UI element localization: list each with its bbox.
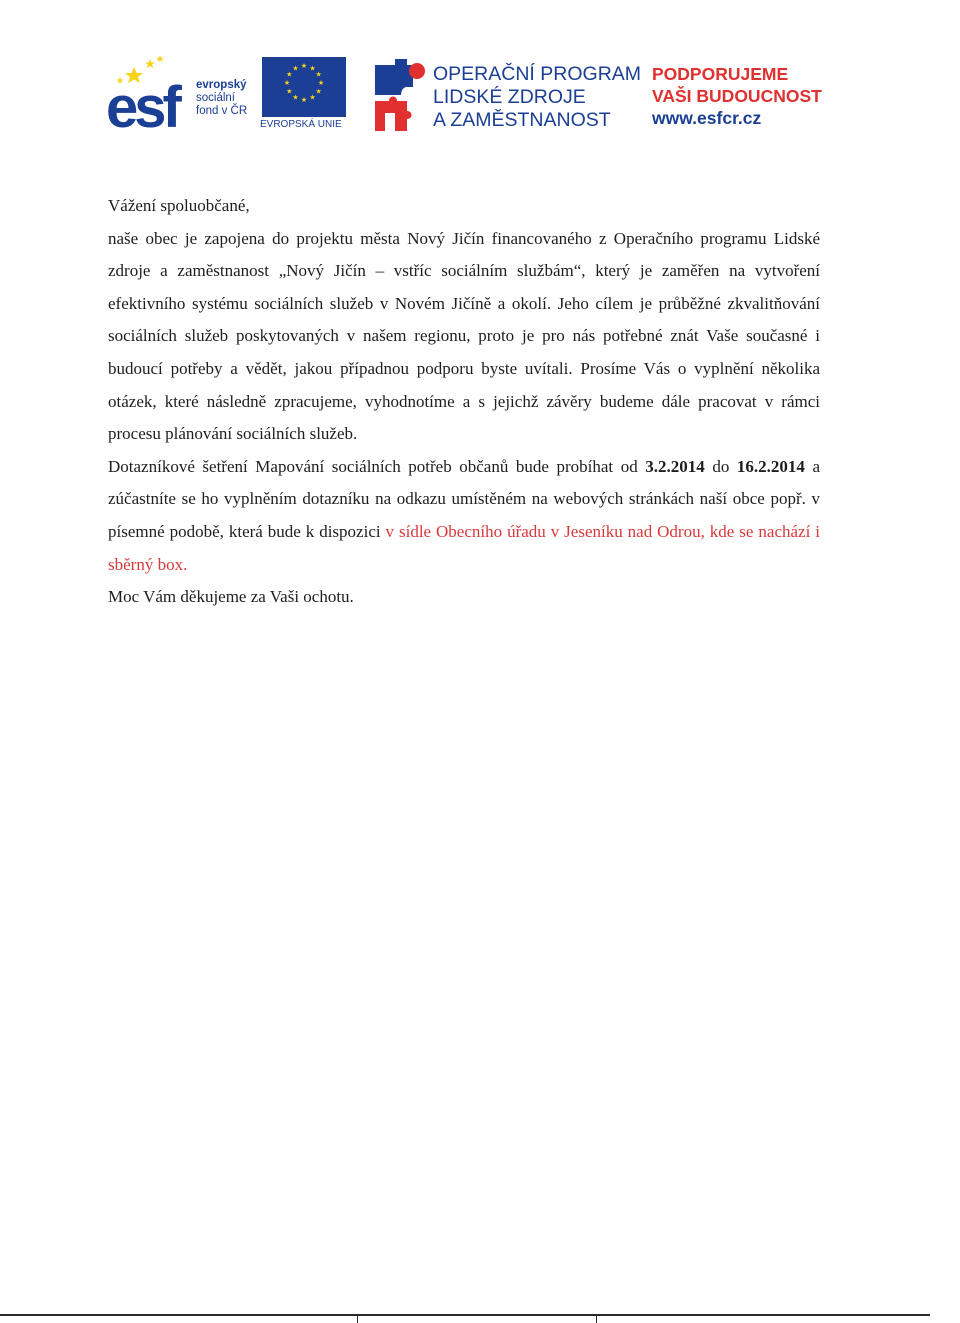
- letter-paragraph-1: naše obec je zapojena do projektu města Nový Jičín financovaného z Operačního programu Lidské zdroje a zaměstnanost „Nový Jičín – vstříc sociálním službám“, který je zaměřen na vytvoření efektivního systému sociálních služeb v Novém Jičíně a okolí. Jeho cílem je průběžné zkvalitňování sociálních služeb poskytovaných v našem regionu, proto je pro nás potřebné znát Vaše současné i budoucí potřeby a vědět, jakou případnou podporu byste uvítali. Prosíme Vás o vyplnění několika otázek, které následně zpracujeme, vyhodnotíme a s jejichž závěry budeme dále pracovat v rámci procesu plánování sociálních služeb.: [108, 228, 820, 444]
- letter-paragraph-2: [108, 451, 820, 581]
- letter-closing: Moc Vám děkujeme za Vaši ochotu.: [108, 587, 354, 607]
- scan-edge-line: [0, 1314, 930, 1316]
- letter-body: [108, 190, 820, 614]
- slogan-line1: PODPORUJEME: [652, 64, 789, 84]
- eu-caption: EVROPSKÁ UNIE: [260, 119, 342, 130]
- slogan-line2: VAŠI BUDOUCNOST: [652, 86, 822, 106]
- operational-program-logo: [373, 57, 642, 135]
- scan-edge-tick: [596, 1314, 597, 1323]
- svg-text:★: ★: [286, 87, 293, 96]
- eu-flag-icon: [262, 57, 346, 117]
- eu-logo: [260, 57, 348, 131]
- slogan-url: www.esfcr.cz: [652, 108, 762, 128]
- esf-caption: [196, 79, 247, 118]
- svg-text:★: ★: [283, 79, 291, 87]
- esf-line3: fond v ČR: [196, 105, 248, 117]
- date-from: 3.2.2014: [645, 456, 705, 476]
- svg-text:★: ★: [317, 79, 325, 87]
- esf-line1: evropský: [196, 79, 247, 91]
- esf-logo: [106, 55, 256, 130]
- program-name: [433, 63, 641, 132]
- date-to: 16.2.2014: [736, 456, 805, 476]
- letter-greeting: Vážení spoluobčané,: [108, 196, 250, 215]
- svg-text:★: ★: [309, 64, 316, 73]
- program-line2: LIDSKÉ ZDROJE: [433, 86, 586, 108]
- program-line1: OPERAČNÍ PROGRAM: [433, 63, 642, 85]
- para2-mid2: a zúčastníte se ho vyplněním dotazníku na odkazu umístěném na webových stránkách naší obce popř. v písemné podobě, která bude k dispozici: [108, 456, 821, 541]
- svg-text:★: ★: [309, 93, 316, 102]
- svg-text:★: ★: [315, 70, 322, 79]
- svg-text:★: ★: [292, 93, 299, 102]
- esf-line2: sociální: [196, 92, 235, 104]
- svg-text:★: ★: [300, 96, 308, 104]
- para2-mid1: do: [704, 456, 737, 476]
- scan-edge-tick: [357, 1314, 358, 1323]
- slogan-block: [652, 63, 822, 129]
- svg-text:★: ★: [315, 87, 322, 96]
- svg-text:★: ★: [286, 70, 293, 79]
- header-logos: [0, 55, 960, 135]
- svg-text:★: ★: [300, 62, 308, 70]
- puzzle-person-icon: [373, 57, 425, 133]
- para2-start: Dotazníkové šetření Mapování sociálních potřeb občanů bude probíhat od: [108, 456, 646, 476]
- esf-mark-icon: [106, 55, 198, 130]
- svg-text:★: ★: [292, 64, 299, 73]
- svg-text:esf: esf: [106, 75, 178, 130]
- program-line3: A ZAMĚSTNANOST: [433, 109, 611, 131]
- office-location: v sídle Obecního úřadu v Jeseníku nad Odrou, kde se nachází i sběrný box.: [108, 521, 820, 574]
